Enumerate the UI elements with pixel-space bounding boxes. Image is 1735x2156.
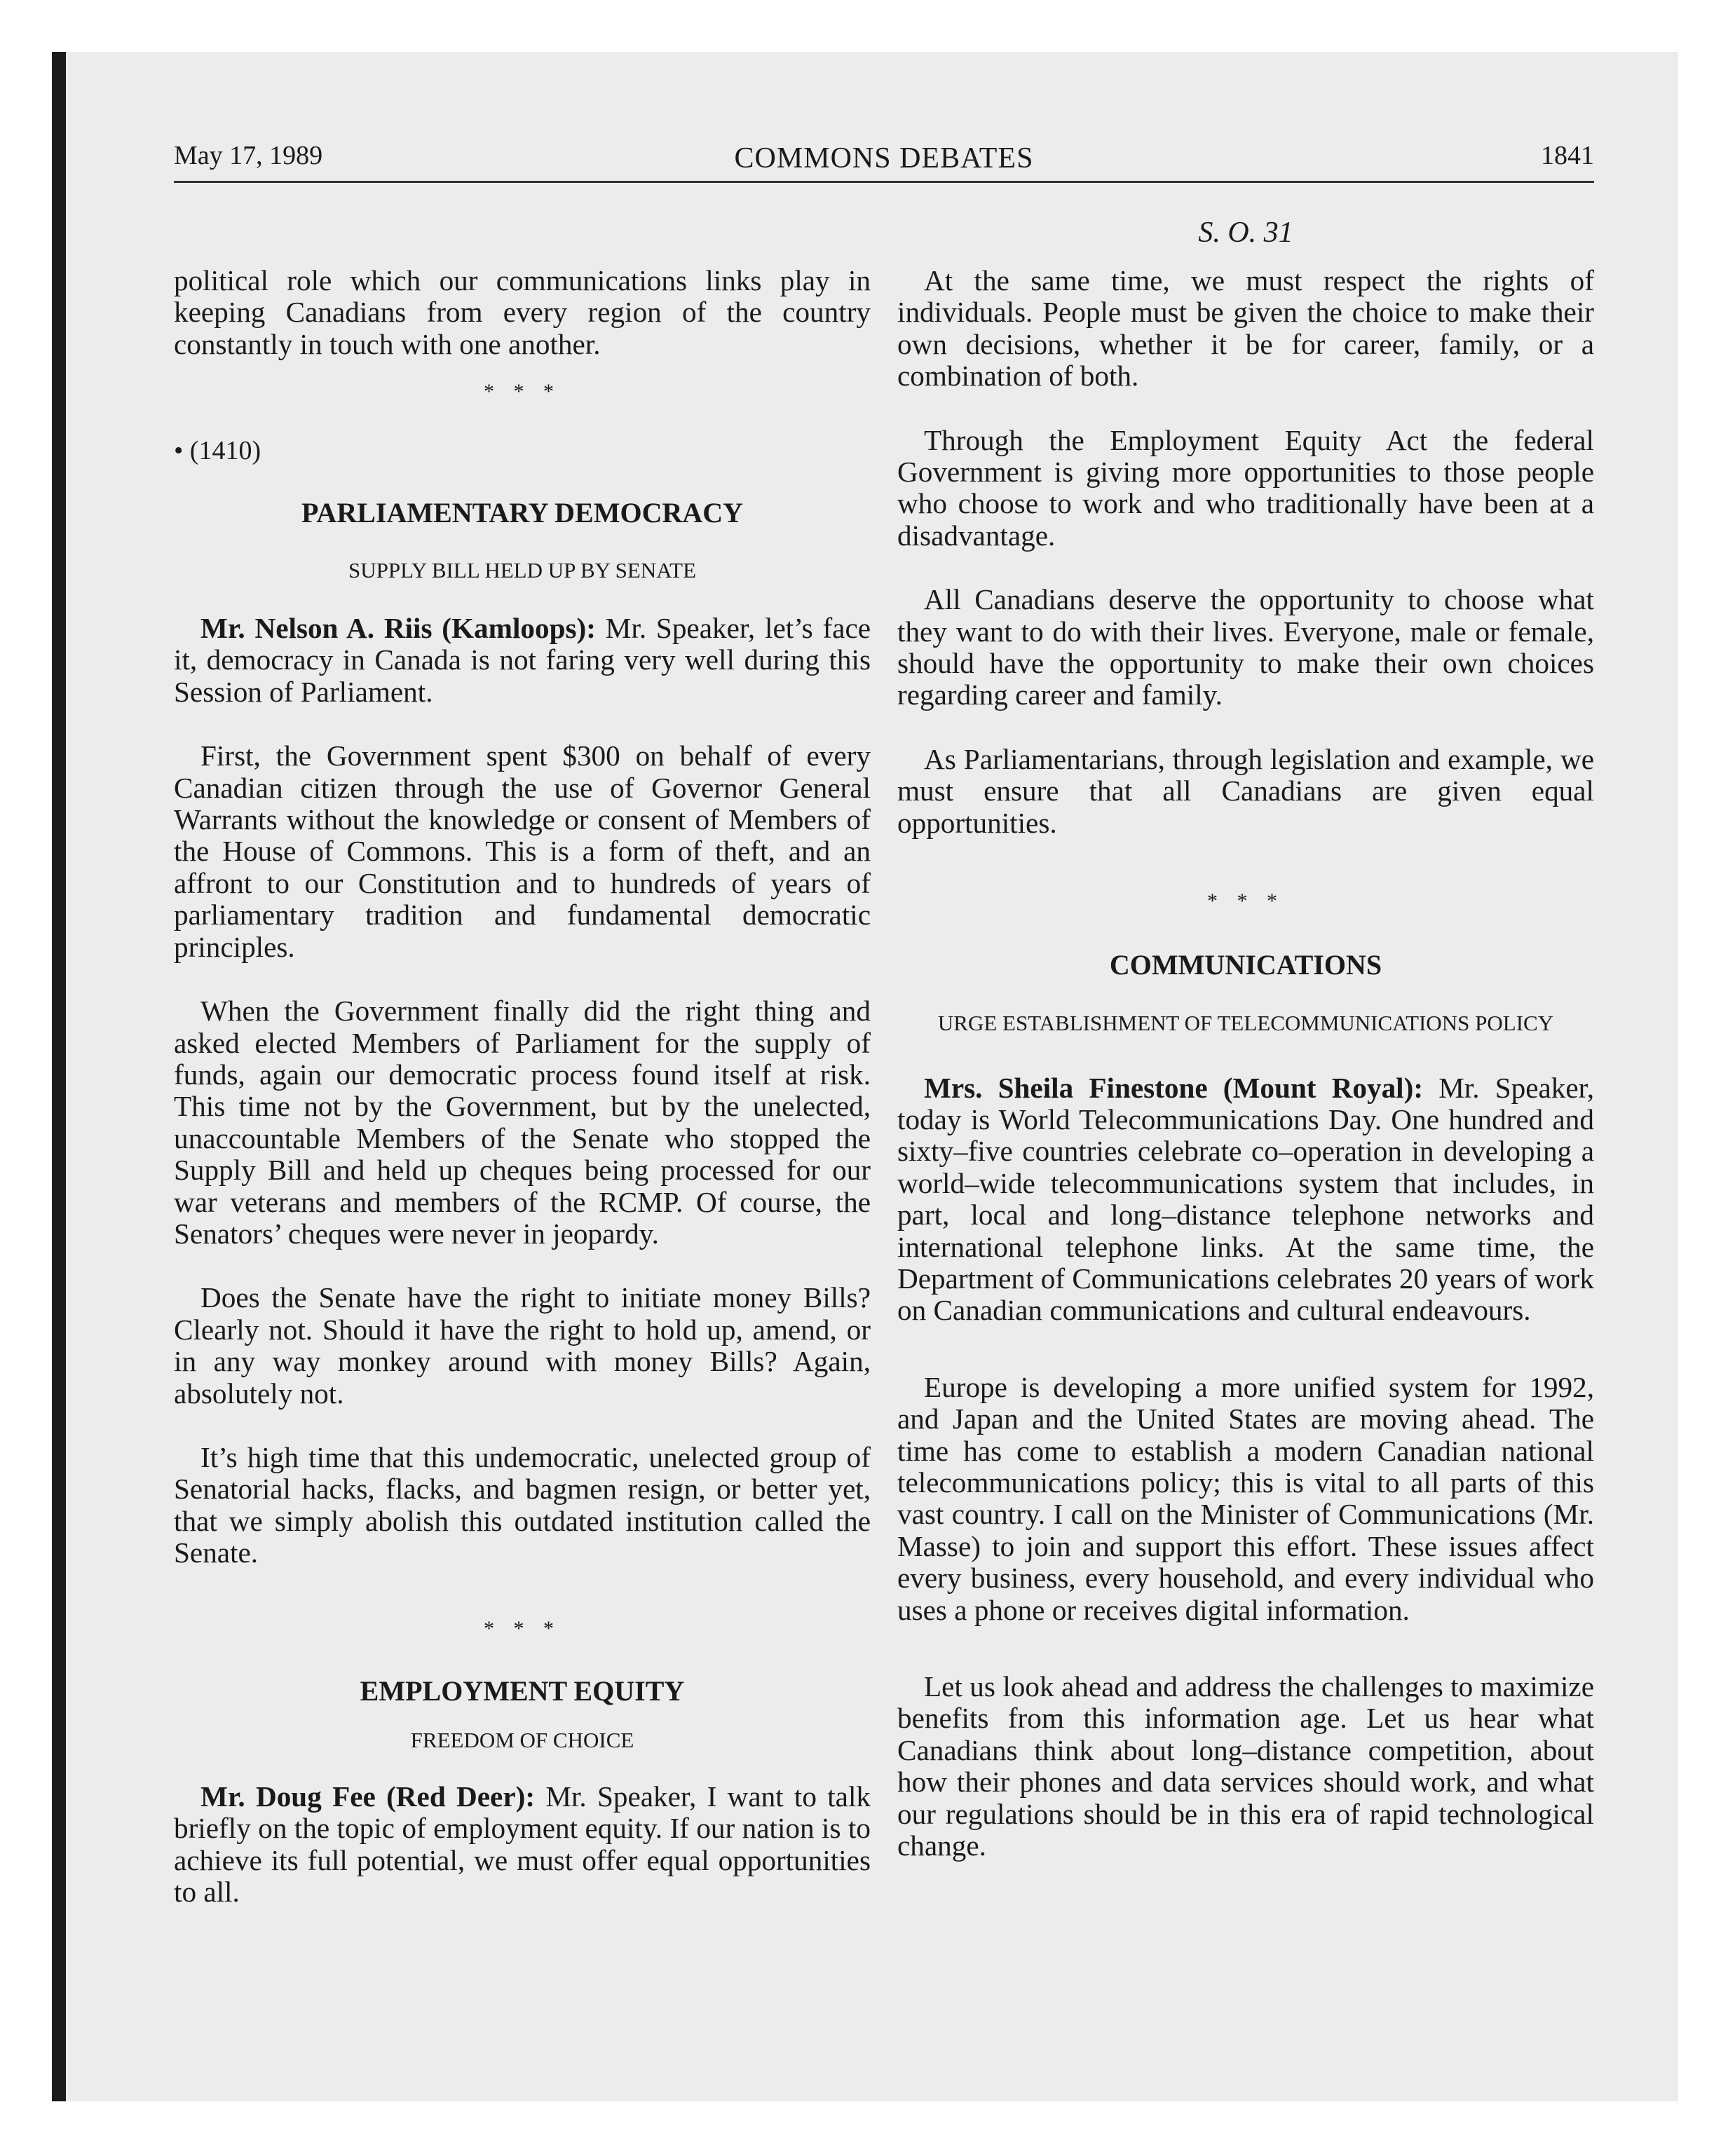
section-subheading-telecommunications-policy: URGE ESTABLISHMENT OF TELECOMMUNICATIONS POLICY [937,1010,1554,1035]
section-separator: * * * [484,1616,561,1640]
page-header [174,135,1594,184]
speech-paragraph [174,613,871,708]
speech-paragraph: First, the Government spent $300 on behalf of every Canadian citizen through the use of Governor General Warrants without the knowledge or consent of Members of the House of Commons. This is a form of theft, and an affront to our Constitution and to hundreds of years of parliamentary tradition and fundamental democratic principles. [174,739,871,963]
right-column [897,265,1594,1862]
speech-text: Mr. Speaker, I want to talk briefly on the topic of employment equity. If our nation is to achieve its full potential, we must offer equal opportunities to all. [174,1780,871,1909]
speaker-name: Mr. Doug Fee (Red Deer): [200,1780,536,1813]
continued-paragraph: political role which our communications links play in keeping Canadians from every region of the country constantly in touch with one another. [174,264,871,360]
speech-paragraph: Let us look ahead and address the challenges to maximize benefits from this information age. Let us hear what Canadians think about long–distance competition, about how their phones and data services should work, and what our regulations should be in this era of rapid technological change. [897,1670,1594,1862]
section-separator: * * * [484,380,561,404]
standing-order-label: S. O. 31 [1198,217,1293,249]
speech-paragraph: All Canadians deserve the opportunity to choose what they want to do with their lives. Everyone, male or female, should have the opportunity to make their own choices regarding career and family. [897,583,1594,711]
section-heading-parliamentary-democracy: PARLIAMENTARY DEMOCRACY [301,496,744,528]
speaker-name: Mr. Nelson A. Riis (Kamloops): [200,612,596,645]
speech-paragraph: When the Government finally did the right thing and asked elected Members of Parliament for the supply of funds, again our democratic process found itself at risk. This time not by the Government, but by the unelected, unaccountable Members of the Senate who stopped the Supply Bill and held up cheques being processed for our war veterans and members of the RCMP. Of course, the Senators’ cheques were never in jeopardy. [174,995,871,1250]
speech-paragraph: As Parliamentarians, through legislation and example, we must ensure that all Canadians are given equal opportunities. [897,742,1594,839]
speech-paragraph: It’s high time that this undemocratic, unelected group of Senatorial hacks, flacks, and bagmen resign, or better yet, that we simply abolish this outdated institution called the Senate. [174,1440,871,1569]
timestamp: • (1410) [174,436,261,466]
speech-paragraph: Does the Senate have the right to initiate money Bills? Clearly not. Should it have the right to hold up, amend, or in any way monkey around with money Bills? Again, absolutely not. [174,1281,871,1410]
speech-paragraph [897,1072,1594,1327]
section-separator: * * * [1207,889,1284,913]
speech-paragraph: At the same time, we must respect the rights of individuals. People must be given the choice to make their own decisions, whether it be for career, family, or a combination of both. [897,264,1594,393]
speech-paragraph: Through the Employment Equity Act the federal Government is giving more opportunities to those people who choose to work and who traditionally have been at a disadvantage. [897,423,1594,552]
speaker-name: Mrs. Sheila Finestone (Mount Royal): [924,1071,1424,1104]
header-page-number: 1841 [1541,141,1594,170]
speech-paragraph [174,1781,871,1909]
section-heading-communications: COMMUNICATIONS [1109,949,1382,981]
speech-paragraph: Europe is developing a more unified system for 1992, and Japan and the United States are moving ahead. The time has come to establish a modern Canadian national telecommunications policy; this is vital to all parts of this vast country. I call on the Minister of Communications (Mr. Masse) to join and support this effort. These issues affect every business, every household, and every individual who uses a phone or receives digital information. [897,1370,1594,1626]
speech-text: Mr. Speaker, today is World Telecommunications Day. One hundred and sixty–five countries celebrate co–operation in developing a world–wide telecommunications system that includes, in part, local and long–distance telephone networks and international telephone links. At the same time, the Department of Communications celebrates 20 years of work on Canadian communications and cultural endeavours. [897,1071,1594,1327]
scan-edge-bar [52,52,66,2101]
header-date: May 17, 1989 [174,141,323,170]
speech-text: Mr. Speaker, let’s face it, democracy in Canada is not faring very well during this Session of Parliament. [174,612,871,708]
left-column [174,265,871,1909]
section-subheading-freedom-of-choice: FREEDOM OF CHOICE [410,1728,634,1752]
header-title: COMMONS DEBATES [734,142,1034,175]
section-subheading-supply-bill: SUPPLY BILL HELD UP BY SENATE [348,558,697,583]
header-rule [174,181,1594,183]
section-heading-employment-equity: EMPLOYMENT EQUITY [360,1674,685,1707]
